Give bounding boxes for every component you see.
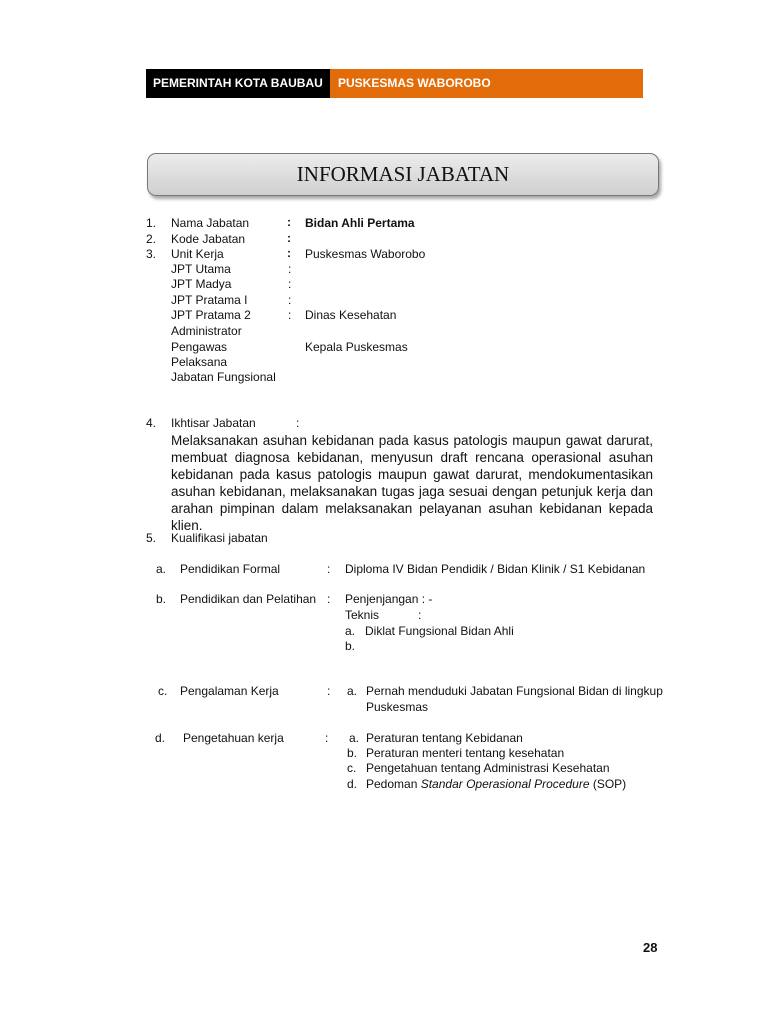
label-unit-kerja: Unit Kerja (171, 247, 224, 261)
header-puskesmas-label: PUSKESMAS WABOROBO (330, 69, 643, 98)
sub-item-letter: b. (345, 639, 356, 653)
sub-letter: d. (155, 731, 166, 745)
colon: : (418, 608, 422, 622)
item-number: 4. (146, 416, 157, 430)
colon: : (327, 592, 331, 606)
label-kualifikasi: Kualifikasi jabatan (171, 531, 268, 545)
colon: : (287, 246, 291, 260)
colon: : (288, 277, 292, 291)
label-pelaksana: Pelaksana (171, 355, 228, 369)
label-pengalaman-kerja: Pengalaman Kerja (180, 684, 279, 698)
label-pendidikan-pelatihan: Pendidikan dan Pelatihan (180, 592, 317, 606)
sub-item-letter: a. (345, 624, 356, 638)
value-pengetahuan-sop (366, 777, 626, 791)
sub-item-letter: d. (347, 777, 358, 791)
sop-suffix: (SOP) (592, 777, 627, 791)
value-pengalaman-line1: Pernah menduduki Jabatan Fungsional Bidan di lingkup (366, 684, 663, 698)
sub-letter: b. (156, 592, 167, 606)
value-unit-kerja: Puskesmas Waborobo (305, 247, 426, 261)
item-number: 3. (146, 247, 157, 261)
sop-prefix: Pedoman (366, 777, 418, 791)
header-government-label: PEMERINTAH KOTA BAUBAU (146, 69, 330, 98)
page-number: 28 (643, 940, 658, 955)
value-nama-jabatan: Bidan Ahli Pertama (305, 216, 415, 230)
sub-letter: a. (156, 562, 167, 576)
ikhtisar-paragraph: Melaksanakan asuhan kebidanan pada kasus patologis maupun gawat darurat, membuat diagnosa kebidanan, menyusun draft rencana operasional asuhan kebidanan pada kasus patologis maupun gawat darurat, mendokumentasikan asuhan kebidanan, melaksanakan tugas jaga sesuai dengan petunjuk kerja dan arahan pimpinan dalam melaksanakan pelayanan asuhan kebidanan kepada klien. (171, 433, 653, 533)
item-number: 5. (146, 531, 157, 545)
label-jpt-madya: JPT Madya (171, 277, 232, 291)
label-jpt-pratama-1: JPT Pratama I (171, 293, 248, 307)
item-number: 1. (146, 216, 157, 230)
colon: : (296, 416, 300, 430)
value-pengetahuan-item: Peraturan tentang Kebidanan (366, 731, 523, 745)
sub-item-letter: a. (349, 731, 360, 745)
colon: : (327, 684, 331, 698)
label-kode-jabatan: Kode Jabatan (171, 232, 246, 246)
value-jpt-pratama-2: Dinas Kesehatan (305, 308, 397, 322)
value-diklat: Diklat Fungsional Bidan Ahli (365, 624, 514, 638)
label-ikhtisar-jabatan: Ikhtisar Jabatan (171, 416, 256, 430)
document-title: INFORMASI JABATAN (147, 153, 659, 196)
label-pengawas: Pengawas (171, 340, 228, 354)
label-nama-jabatan: Nama Jabatan (171, 216, 250, 230)
colon: : (325, 731, 329, 745)
label-pendidikan-formal: Pendidikan Formal (180, 562, 281, 576)
sub-item-letter: c. (347, 761, 357, 775)
label-jpt-utama: JPT Utama (171, 262, 231, 276)
colon: : (287, 231, 291, 245)
sop-italic-term: Standar Operasional Procedure (420, 777, 590, 791)
value-pengetahuan-item: Pengetahuan tentang Administrasi Kesehatan (366, 761, 610, 775)
value-pengawas: Kepala Puskesmas (305, 340, 408, 354)
label-jpt-pratama-2: JPT Pratama 2 (171, 308, 251, 322)
sub-letter: c. (158, 684, 168, 698)
label-administrator: Administrator (171, 324, 242, 338)
sub-item-letter: a. (347, 684, 358, 698)
label-pengetahuan-kerja: Pengetahuan kerja (183, 731, 284, 745)
colon: : (288, 293, 292, 307)
value-pengalaman-line2: Puskesmas (366, 700, 429, 714)
label-teknis: Teknis (345, 608, 380, 622)
colon: : (288, 262, 292, 276)
colon: : (287, 215, 291, 229)
colon: : (327, 562, 331, 576)
colon: : (288, 308, 292, 322)
value-penjenjangan: Penjenjangan : - (345, 592, 433, 606)
sub-item-letter: b. (347, 746, 358, 760)
value-pendidikan-formal: Diploma IV Bidan Pendidik / Bidan Klinik / S1 Kebidanan (345, 562, 646, 576)
item-number: 2. (146, 232, 157, 246)
value-pengetahuan-item: Peraturan menteri tentang kesehatan (366, 746, 565, 760)
label-jabatan-fungsional: Jabatan Fungsional (171, 370, 276, 384)
